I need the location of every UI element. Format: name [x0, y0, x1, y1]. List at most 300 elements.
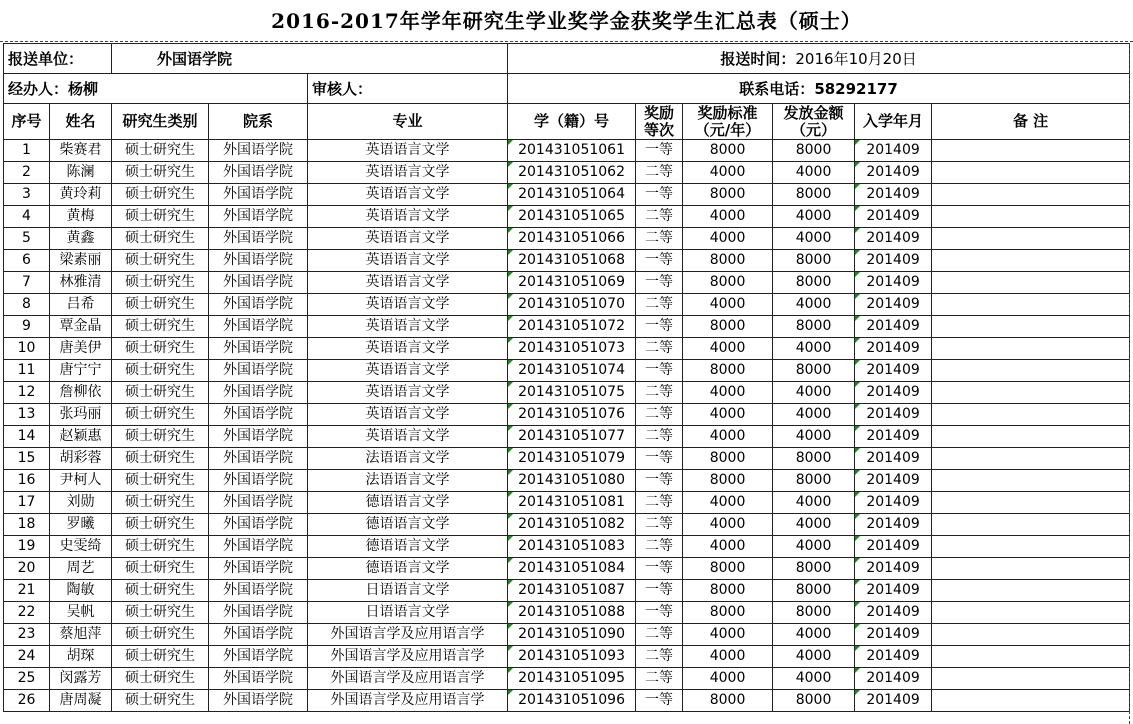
cell-dept[interactable]: 外国语学院	[209, 668, 308, 690]
cell-amt[interactable]: 8000	[773, 272, 855, 294]
cell-major[interactable]: 德语语言文学	[308, 492, 508, 514]
cell-name[interactable]: 闵露芳	[50, 668, 112, 690]
cell-name[interactable]: 张玛丽	[50, 404, 112, 426]
cell-id[interactable]: 201431051074	[508, 360, 636, 382]
column-header-type[interactable]: 研究生类别	[112, 104, 209, 140]
cell-id[interactable]: 201431051061	[508, 140, 636, 162]
cell-seq[interactable]: 11	[4, 360, 50, 382]
cell-note[interactable]	[932, 360, 1130, 382]
cell-std[interactable]: 4000	[683, 514, 773, 536]
cell-grade[interactable]: 二等	[636, 492, 683, 514]
cell-seq[interactable]: 18	[4, 514, 50, 536]
cell-major[interactable]: 法语语言文学	[308, 470, 508, 492]
cell-name[interactable]: 蔡旭萍	[50, 624, 112, 646]
cell-dept[interactable]: 外国语学院	[209, 228, 308, 250]
cell-grade[interactable]: 一等	[636, 272, 683, 294]
cell-entry[interactable]: 201409	[855, 646, 932, 668]
cell-id[interactable]: 201431051069	[508, 272, 636, 294]
cell-entry[interactable]: 201409	[855, 558, 932, 580]
cell-id[interactable]: 201431051096	[508, 690, 636, 712]
cell-name[interactable]: 陶敏	[50, 580, 112, 602]
cell-type[interactable]: 硕士研究生	[112, 624, 209, 646]
cell-major[interactable]: 德语语言文学	[308, 536, 508, 558]
cell-dept[interactable]: 外国语学院	[209, 492, 308, 514]
cell-seq[interactable]: 6	[4, 250, 50, 272]
cell-seq[interactable]: 13	[4, 404, 50, 426]
cell-type[interactable]: 硕士研究生	[112, 558, 209, 580]
cell-amt[interactable]: 4000	[773, 206, 855, 228]
cell-seq[interactable]: 1	[4, 140, 50, 162]
cell-id[interactable]: 201431051088	[508, 602, 636, 624]
cell-dept[interactable]: 外国语学院	[209, 382, 308, 404]
cell-amt[interactable]: 4000	[773, 514, 855, 536]
cell-type[interactable]: 硕士研究生	[112, 184, 209, 206]
cell-note[interactable]	[932, 646, 1130, 668]
cell-amt[interactable]: 4000	[773, 338, 855, 360]
cell-grade[interactable]: 一等	[636, 448, 683, 470]
cell-std[interactable]: 4000	[683, 404, 773, 426]
cell-entry[interactable]: 201409	[855, 272, 932, 294]
cell-major[interactable]: 日语语言文学	[308, 602, 508, 624]
cell-dept[interactable]: 外国语学院	[209, 360, 308, 382]
cell-amt[interactable]: 8000	[773, 448, 855, 470]
cell-type[interactable]: 硕士研究生	[112, 162, 209, 184]
cell-std[interactable]: 8000	[683, 360, 773, 382]
cell-id[interactable]: 201431051087	[508, 580, 636, 602]
cell-amt[interactable]: 4000	[773, 228, 855, 250]
cell-id[interactable]: 201431051079	[508, 448, 636, 470]
cell-note[interactable]	[932, 690, 1130, 712]
cell-std[interactable]: 8000	[683, 602, 773, 624]
cell-amt[interactable]: 4000	[773, 426, 855, 448]
cell-note[interactable]	[932, 514, 1130, 536]
cell-amt[interactable]: 4000	[773, 646, 855, 668]
cell-id[interactable]: 201431051083	[508, 536, 636, 558]
phone-cell[interactable]	[508, 74, 1130, 104]
cell-grade[interactable]: 二等	[636, 338, 683, 360]
cell-grade[interactable]: 一等	[636, 580, 683, 602]
column-header-grade[interactable]: 奖励 等次	[636, 104, 683, 140]
cell-note[interactable]	[932, 602, 1130, 624]
cell-std[interactable]: 4000	[683, 492, 773, 514]
cell-grade[interactable]: 一等	[636, 360, 683, 382]
cell-amt[interactable]: 4000	[773, 162, 855, 184]
cell-amt[interactable]: 4000	[773, 382, 855, 404]
cell-seq[interactable]: 3	[4, 184, 50, 206]
cell-grade[interactable]: 一等	[636, 184, 683, 206]
cell-note[interactable]	[932, 536, 1130, 558]
cell-entry[interactable]: 201409	[855, 690, 932, 712]
cell-entry[interactable]: 201409	[855, 624, 932, 646]
cell-note[interactable]	[932, 668, 1130, 690]
cell-entry[interactable]: 201409	[855, 602, 932, 624]
column-header-id[interactable]: 学（籍）号	[508, 104, 636, 140]
column-header-amt[interactable]: 发放金额 （元）	[773, 104, 855, 140]
column-header-seq[interactable]: 序号	[4, 104, 50, 140]
cell-note[interactable]	[932, 162, 1130, 184]
cell-major[interactable]: 外国语言学及应用语言学	[308, 690, 508, 712]
cell-dept[interactable]: 外国语学院	[209, 316, 308, 338]
cell-std[interactable]: 4000	[683, 382, 773, 404]
cell-id[interactable]: 201431051095	[508, 668, 636, 690]
cell-dept[interactable]: 外国语学院	[209, 536, 308, 558]
cell-type[interactable]: 硕士研究生	[112, 250, 209, 272]
cell-type[interactable]: 硕士研究生	[112, 602, 209, 624]
cell-seq[interactable]: 7	[4, 272, 50, 294]
cell-note[interactable]	[932, 404, 1130, 426]
cell-id[interactable]: 201431051082	[508, 514, 636, 536]
cell-entry[interactable]: 201409	[855, 294, 932, 316]
cell-dept[interactable]: 外国语学院	[209, 140, 308, 162]
cell-grade[interactable]: 二等	[636, 162, 683, 184]
cell-std[interactable]: 8000	[683, 690, 773, 712]
cell-major[interactable]: 德语语言文学	[308, 514, 508, 536]
cell-type[interactable]: 硕士研究生	[112, 536, 209, 558]
cell-grade[interactable]: 一等	[636, 250, 683, 272]
cell-amt[interactable]: 8000	[773, 690, 855, 712]
cell-dept[interactable]: 外国语学院	[209, 602, 308, 624]
cell-id[interactable]: 201431051081	[508, 492, 636, 514]
cell-major[interactable]: 英语语言文学	[308, 228, 508, 250]
cell-amt[interactable]: 8000	[773, 580, 855, 602]
cell-grade[interactable]: 一等	[636, 558, 683, 580]
cell-entry[interactable]: 201409	[855, 338, 932, 360]
cell-dept[interactable]: 外国语学院	[209, 294, 308, 316]
cell-std[interactable]: 4000	[683, 228, 773, 250]
cell-dept[interactable]: 外国语学院	[209, 690, 308, 712]
cell-name[interactable]: 陈澜	[50, 162, 112, 184]
cell-seq[interactable]: 23	[4, 624, 50, 646]
cell-dept[interactable]: 外国语学院	[209, 624, 308, 646]
cell-amt[interactable]: 4000	[773, 404, 855, 426]
cell-major[interactable]: 英语语言文学	[308, 206, 508, 228]
cell-note[interactable]	[932, 448, 1130, 470]
cell-major[interactable]: 英语语言文学	[308, 272, 508, 294]
cell-entry[interactable]: 201409	[855, 668, 932, 690]
cell-seq[interactable]: 2	[4, 162, 50, 184]
cell-amt[interactable]: 4000	[773, 536, 855, 558]
column-header-note[interactable]: 备 注	[932, 104, 1130, 140]
cell-major[interactable]: 英语语言文学	[308, 140, 508, 162]
cell-dept[interactable]: 外国语学院	[209, 404, 308, 426]
cell-entry[interactable]: 201409	[855, 492, 932, 514]
cell-seq[interactable]: 24	[4, 646, 50, 668]
cell-major[interactable]: 德语语言文学	[308, 558, 508, 580]
cell-major[interactable]: 英语语言文学	[308, 162, 508, 184]
cell-id[interactable]: 201431051080	[508, 470, 636, 492]
cell-std[interactable]: 4000	[683, 646, 773, 668]
column-header-entry[interactable]: 入学年月	[855, 104, 932, 140]
cell-dept[interactable]: 外国语学院	[209, 558, 308, 580]
cell-seq[interactable]: 19	[4, 536, 50, 558]
cell-grade[interactable]: 一等	[636, 316, 683, 338]
cell-type[interactable]: 硕士研究生	[112, 470, 209, 492]
cell-type[interactable]: 硕士研究生	[112, 448, 209, 470]
cell-name[interactable]: 唐周凝	[50, 690, 112, 712]
cell-name[interactable]: 柴赛君	[50, 140, 112, 162]
cell-major[interactable]: 英语语言文学	[308, 338, 508, 360]
cell-name[interactable]: 黄梅	[50, 206, 112, 228]
cell-name[interactable]: 胡彩蓉	[50, 448, 112, 470]
cell-seq[interactable]: 26	[4, 690, 50, 712]
cell-amt[interactable]: 8000	[773, 360, 855, 382]
cell-entry[interactable]: 201409	[855, 382, 932, 404]
cell-grade[interactable]: 二等	[636, 646, 683, 668]
cell-grade[interactable]: 二等	[636, 426, 683, 448]
cell-id[interactable]: 201431051090	[508, 624, 636, 646]
cell-seq[interactable]: 22	[4, 602, 50, 624]
cell-id[interactable]: 201431051066	[508, 228, 636, 250]
cell-amt[interactable]: 8000	[773, 558, 855, 580]
cell-entry[interactable]: 201409	[855, 448, 932, 470]
cell-dept[interactable]: 外国语学院	[209, 426, 308, 448]
cell-id[interactable]: 201431051073	[508, 338, 636, 360]
column-header-name[interactable]: 姓名	[50, 104, 112, 140]
cell-dept[interactable]: 外国语学院	[209, 272, 308, 294]
cell-entry[interactable]: 201409	[855, 580, 932, 602]
cell-name[interactable]: 周艺	[50, 558, 112, 580]
cell-std[interactable]: 4000	[683, 206, 773, 228]
cell-note[interactable]	[932, 492, 1130, 514]
cell-std[interactable]: 4000	[683, 668, 773, 690]
cell-note[interactable]	[932, 338, 1130, 360]
cell-std[interactable]: 4000	[683, 426, 773, 448]
cell-amt[interactable]: 4000	[773, 294, 855, 316]
cell-amt[interactable]: 4000	[773, 624, 855, 646]
cell-std[interactable]: 4000	[683, 338, 773, 360]
cell-id[interactable]: 201431051070	[508, 294, 636, 316]
cell-dept[interactable]: 外国语学院	[209, 646, 308, 668]
cell-id[interactable]: 201431051076	[508, 404, 636, 426]
cell-std[interactable]: 8000	[683, 316, 773, 338]
cell-id[interactable]: 201431051084	[508, 558, 636, 580]
cell-type[interactable]: 硕士研究生	[112, 382, 209, 404]
cell-amt[interactable]: 4000	[773, 668, 855, 690]
cell-type[interactable]: 硕士研究生	[112, 492, 209, 514]
cell-name[interactable]: 刘勋	[50, 492, 112, 514]
cell-seq[interactable]: 14	[4, 426, 50, 448]
cell-type[interactable]: 硕士研究生	[112, 140, 209, 162]
cell-note[interactable]	[932, 624, 1130, 646]
cell-major[interactable]: 日语语言文学	[308, 580, 508, 602]
cell-grade[interactable]: 一等	[636, 690, 683, 712]
cell-name[interactable]: 吴帆	[50, 602, 112, 624]
cell-grade[interactable]: 二等	[636, 294, 683, 316]
cell-seq[interactable]: 16	[4, 470, 50, 492]
cell-entry[interactable]: 201409	[855, 514, 932, 536]
cell-type[interactable]: 硕士研究生	[112, 580, 209, 602]
cell-id[interactable]: 201431051072	[508, 316, 636, 338]
cell-type[interactable]: 硕士研究生	[112, 514, 209, 536]
cell-id[interactable]: 201431051068	[508, 250, 636, 272]
cell-major[interactable]: 英语语言文学	[308, 426, 508, 448]
cell-name[interactable]: 唐宁宁	[50, 360, 112, 382]
cell-seq[interactable]: 25	[4, 668, 50, 690]
cell-name[interactable]: 林雅清	[50, 272, 112, 294]
cell-name[interactable]: 吕希	[50, 294, 112, 316]
cell-std[interactable]: 8000	[683, 558, 773, 580]
cell-entry[interactable]: 201409	[855, 360, 932, 382]
cell-name[interactable]: 黄鑫	[50, 228, 112, 250]
cell-dept[interactable]: 外国语学院	[209, 338, 308, 360]
reviewer-cell[interactable]: 审核人：	[308, 74, 508, 104]
cell-seq[interactable]: 8	[4, 294, 50, 316]
cell-entry[interactable]: 201409	[855, 404, 932, 426]
cell-dept[interactable]: 外国语学院	[209, 448, 308, 470]
cell-major[interactable]: 外国语言学及应用语言学	[308, 624, 508, 646]
cell-amt[interactable]: 4000	[773, 492, 855, 514]
cell-major[interactable]: 英语语言文学	[308, 184, 508, 206]
cell-std[interactable]: 8000	[683, 272, 773, 294]
cell-std[interactable]: 8000	[683, 580, 773, 602]
cell-dept[interactable]: 外国语学院	[209, 184, 308, 206]
cell-entry[interactable]: 201409	[855, 162, 932, 184]
cell-entry[interactable]: 201409	[855, 536, 932, 558]
cell-dept[interactable]: 外国语学院	[209, 162, 308, 184]
cell-grade[interactable]: 二等	[636, 536, 683, 558]
cell-name[interactable]: 詹柳依	[50, 382, 112, 404]
cell-type[interactable]: 硕士研究生	[112, 294, 209, 316]
cell-type[interactable]: 硕士研究生	[112, 272, 209, 294]
cell-seq[interactable]: 20	[4, 558, 50, 580]
cell-grade[interactable]: 二等	[636, 382, 683, 404]
cell-std[interactable]: 8000	[683, 448, 773, 470]
cell-name[interactable]: 史雯绮	[50, 536, 112, 558]
cell-grade[interactable]: 一等	[636, 470, 683, 492]
cell-major[interactable]: 英语语言文学	[308, 316, 508, 338]
cell-dept[interactable]: 外国语学院	[209, 206, 308, 228]
cell-major[interactable]: 外国语言学及应用语言学	[308, 668, 508, 690]
cell-std[interactable]: 8000	[683, 140, 773, 162]
cell-seq[interactable]: 10	[4, 338, 50, 360]
cell-amt[interactable]: 8000	[773, 316, 855, 338]
cell-seq[interactable]: 4	[4, 206, 50, 228]
cell-grade[interactable]: 二等	[636, 206, 683, 228]
cell-std[interactable]: 4000	[683, 162, 773, 184]
cell-note[interactable]	[932, 382, 1130, 404]
cell-note[interactable]	[932, 228, 1130, 250]
cell-std[interactable]: 4000	[683, 294, 773, 316]
cell-grade[interactable]: 二等	[636, 404, 683, 426]
cell-grade[interactable]: 二等	[636, 228, 683, 250]
cell-note[interactable]	[932, 140, 1130, 162]
cell-seq[interactable]: 21	[4, 580, 50, 602]
cell-id[interactable]: 201431051062	[508, 162, 636, 184]
cell-entry[interactable]: 201409	[855, 184, 932, 206]
cell-type[interactable]: 硕士研究生	[112, 690, 209, 712]
cell-type[interactable]: 硕士研究生	[112, 404, 209, 426]
cell-major[interactable]: 英语语言文学	[308, 294, 508, 316]
cell-id[interactable]: 201431051077	[508, 426, 636, 448]
cell-dept[interactable]: 外国语学院	[209, 580, 308, 602]
cell-grade[interactable]: 一等	[636, 140, 683, 162]
cell-seq[interactable]: 5	[4, 228, 50, 250]
cell-name[interactable]: 唐美伊	[50, 338, 112, 360]
cell-major[interactable]: 英语语言文学	[308, 360, 508, 382]
cell-entry[interactable]: 201409	[855, 228, 932, 250]
cell-amt[interactable]: 8000	[773, 184, 855, 206]
cell-entry[interactable]: 201409	[855, 250, 932, 272]
cell-major[interactable]: 英语语言文学	[308, 382, 508, 404]
cell-seq[interactable]: 9	[4, 316, 50, 338]
cell-std[interactable]: 8000	[683, 470, 773, 492]
cell-amt[interactable]: 8000	[773, 250, 855, 272]
cell-type[interactable]: 硕士研究生	[112, 316, 209, 338]
cell-type[interactable]: 硕士研究生	[112, 228, 209, 250]
unit-label[interactable]: 报送单位：	[4, 44, 112, 74]
cell-entry[interactable]: 201409	[855, 206, 932, 228]
agent-cell[interactable]	[4, 74, 308, 104]
cell-name[interactable]: 覃金晶	[50, 316, 112, 338]
cell-dept[interactable]: 外国语学院	[209, 250, 308, 272]
cell-note[interactable]	[932, 206, 1130, 228]
cell-seq[interactable]: 12	[4, 382, 50, 404]
cell-grade[interactable]: 一等	[636, 602, 683, 624]
cell-type[interactable]: 硕士研究生	[112, 646, 209, 668]
cell-type[interactable]: 硕士研究生	[112, 206, 209, 228]
cell-seq[interactable]: 15	[4, 448, 50, 470]
report-time[interactable]	[508, 44, 1130, 74]
cell-type[interactable]: 硕士研究生	[112, 668, 209, 690]
cell-std[interactable]: 4000	[683, 624, 773, 646]
cell-entry[interactable]: 201409	[855, 470, 932, 492]
cell-note[interactable]	[932, 294, 1130, 316]
cell-amt[interactable]: 8000	[773, 140, 855, 162]
cell-name[interactable]: 赵颖惠	[50, 426, 112, 448]
cell-note[interactable]	[932, 272, 1130, 294]
cell-std[interactable]: 4000	[683, 536, 773, 558]
cell-major[interactable]: 英语语言文学	[308, 250, 508, 272]
cell-id[interactable]: 201431051065	[508, 206, 636, 228]
cell-entry[interactable]: 201409	[855, 426, 932, 448]
cell-dept[interactable]: 外国语学院	[209, 470, 308, 492]
cell-name[interactable]: 尹柯人	[50, 470, 112, 492]
cell-note[interactable]	[932, 184, 1130, 206]
cell-note[interactable]	[932, 558, 1130, 580]
cell-name[interactable]: 胡琛	[50, 646, 112, 668]
cell-note[interactable]	[932, 426, 1130, 448]
cell-note[interactable]	[932, 316, 1130, 338]
cell-id[interactable]: 201431051075	[508, 382, 636, 404]
cell-type[interactable]: 硕士研究生	[112, 426, 209, 448]
cell-seq[interactable]: 17	[4, 492, 50, 514]
cell-entry[interactable]: 201409	[855, 316, 932, 338]
cell-amt[interactable]: 8000	[773, 602, 855, 624]
cell-major[interactable]: 英语语言文学	[308, 404, 508, 426]
cell-name[interactable]: 黄玲莉	[50, 184, 112, 206]
cell-name[interactable]: 梁素丽	[50, 250, 112, 272]
cell-entry[interactable]: 201409	[855, 140, 932, 162]
unit-value[interactable]: 外国语学院	[112, 44, 508, 74]
cell-note[interactable]	[932, 250, 1130, 272]
cell-name[interactable]: 罗曦	[50, 514, 112, 536]
cell-grade[interactable]: 二等	[636, 514, 683, 536]
column-header-dept[interactable]: 院系	[209, 104, 308, 140]
cell-type[interactable]: 硕士研究生	[112, 338, 209, 360]
cell-note[interactable]	[932, 580, 1130, 602]
cell-grade[interactable]: 二等	[636, 668, 683, 690]
column-header-major[interactable]: 专业	[308, 104, 508, 140]
cell-amt[interactable]: 8000	[773, 470, 855, 492]
cell-type[interactable]: 硕士研究生	[112, 360, 209, 382]
column-header-std[interactable]: 奖励标准 （元/年）	[683, 104, 773, 140]
cell-id[interactable]: 201431051093	[508, 646, 636, 668]
cell-grade[interactable]: 二等	[636, 624, 683, 646]
cell-dept[interactable]: 外国语学院	[209, 514, 308, 536]
cell-std[interactable]: 8000	[683, 184, 773, 206]
cell-major[interactable]: 外国语言学及应用语言学	[308, 646, 508, 668]
cell-std[interactable]: 8000	[683, 250, 773, 272]
